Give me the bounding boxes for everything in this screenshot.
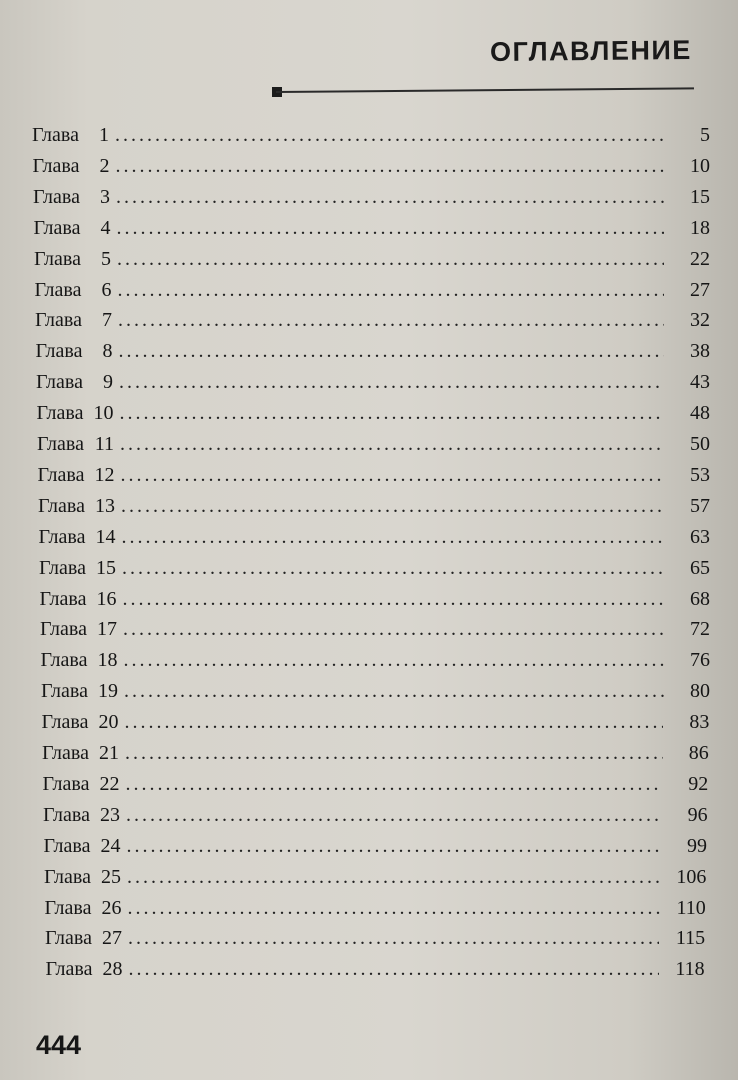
toc-leader-dots <box>118 340 664 363</box>
toc-leader-dots <box>128 958 658 981</box>
toc-chapter-word: Глава <box>44 896 92 919</box>
toc-page-ref: 118 <box>675 958 705 981</box>
toc-chapter-label <box>45 897 122 920</box>
toc-chapter-number: 8 <box>102 340 113 363</box>
toc-page-ref: 63 <box>690 525 710 548</box>
toc-leader-dots <box>123 618 664 641</box>
toc-row <box>40 618 710 648</box>
toc-row <box>41 680 710 710</box>
toc-chapter-word: Глава <box>41 711 89 734</box>
toc-leader-dots <box>125 773 662 796</box>
toc-row <box>36 340 711 370</box>
toc-chapter-number: 10 <box>93 402 114 425</box>
toc-page-ref: 38 <box>690 340 710 363</box>
toc-row <box>32 124 710 154</box>
toc-chapter-word: Глава <box>43 834 91 857</box>
toc-row <box>37 433 710 463</box>
toc-row <box>43 773 709 803</box>
toc-page-ref: 110 <box>676 896 706 919</box>
toc-leader-dots <box>127 897 659 920</box>
toc-chapter-number: 26 <box>101 896 122 919</box>
toc-page-ref: 43 <box>690 371 710 394</box>
toc-page-ref: 22 <box>690 247 710 270</box>
toc-leader-dots <box>119 371 664 394</box>
toc-page-ref: 32 <box>690 309 710 332</box>
toc-row <box>39 526 711 556</box>
toc-leader-dots <box>116 217 664 240</box>
toc-chapter-number: 25 <box>100 865 121 888</box>
toc-chapter-word: Глава <box>32 154 80 177</box>
toc-chapter-number: 19 <box>97 680 118 703</box>
toc-leader-dots <box>125 742 663 765</box>
toc-chapter-label <box>40 618 117 641</box>
toc-page-ref: 72 <box>690 618 710 641</box>
toc-chapter-number: 7 <box>101 309 112 332</box>
toc-chapter-word: Глава <box>43 803 90 826</box>
toc-chapter-label <box>44 835 121 858</box>
toc-chapter-number: 5 <box>100 247 111 270</box>
toc-chapter-label <box>43 773 120 796</box>
toc-page-ref: 48 <box>690 402 710 425</box>
toc-chapter-label <box>39 526 116 549</box>
toc-chapter-word: Глава <box>32 124 79 146</box>
toc-leader-dots <box>124 680 664 703</box>
toc-chapter-label <box>32 124 109 147</box>
toc-page-ref: 92 <box>688 772 709 795</box>
toc-chapter-label <box>38 464 115 487</box>
toc-chapter-word: Глава <box>45 927 92 950</box>
toc-row <box>33 155 711 185</box>
toc-chapter-label <box>39 557 116 580</box>
toc-leader-dots <box>127 866 660 889</box>
toc-chapter-word: Глава <box>33 216 81 239</box>
toc-chapter-label <box>42 742 119 765</box>
toc-leader-dots <box>115 124 664 147</box>
toc-leader-dots <box>121 526 664 549</box>
toc-leader-dots <box>122 588 664 611</box>
toc-chapter-word: Глава <box>38 525 86 548</box>
toc-leader-dots <box>118 309 664 332</box>
toc-chapter-label <box>40 588 117 611</box>
toc-leader-dots <box>119 402 664 425</box>
toc-chapter-label <box>34 248 111 271</box>
toc-leader-dots <box>115 155 664 178</box>
toc-leader-dots <box>126 804 662 827</box>
toc-chapter-word: Глава <box>35 340 83 363</box>
toc-row <box>34 248 710 278</box>
toc-chapter-label <box>33 186 110 209</box>
toc-chapter-number: 20 <box>98 711 119 734</box>
toc-chapter-word: Глава <box>36 402 84 425</box>
toc-chapter-number: 1 <box>98 124 109 146</box>
toc-leader-dots <box>126 835 661 858</box>
toc-row <box>45 897 706 927</box>
toc-chapter-label <box>41 680 118 703</box>
toc-chapter-number: 22 <box>99 772 120 795</box>
toc-page-ref: 5 <box>700 124 710 146</box>
toc-chapter-label <box>44 866 121 889</box>
toc-chapter-word: Глава <box>36 371 83 394</box>
toc-leader-dots <box>122 557 664 580</box>
toc-chapter-number: 15 <box>95 556 116 579</box>
toc-page-ref: 15 <box>690 185 710 208</box>
toc-chapter-number: 27 <box>101 927 122 950</box>
toc-chapter-number: 17 <box>96 618 117 641</box>
toc-leader-dots <box>117 248 664 271</box>
toc-row <box>42 742 709 772</box>
toc-chapter-label <box>37 433 114 456</box>
toc-row <box>41 649 711 679</box>
toc-chapter-word: Глава <box>37 463 85 486</box>
toc-chapter-word: Глава <box>37 433 84 455</box>
toc-chapter-label <box>46 958 123 981</box>
toc-row <box>46 958 705 988</box>
toc-chapter-label <box>35 279 112 302</box>
toc-chapter-word: Глава <box>34 247 81 270</box>
toc-chapter-number: 24 <box>100 834 121 857</box>
toc-chapter-label <box>34 217 111 240</box>
toc-page-ref: 18 <box>690 216 710 239</box>
toc-chapter-word: Глава <box>44 865 91 888</box>
toc-row <box>38 464 711 494</box>
toc-chapter-word: Глава <box>39 587 87 610</box>
toc-chapter-word: Глава <box>35 309 82 332</box>
toc-chapter-label <box>43 804 120 827</box>
toc-row <box>44 866 706 896</box>
toc-chapter-number: 23 <box>99 803 120 826</box>
toc-row <box>34 217 711 247</box>
toc-page-ref: 10 <box>690 154 710 177</box>
toc-row <box>35 279 711 309</box>
toc-chapter-word: Глава <box>41 680 88 703</box>
toc-leader-dots <box>128 927 659 950</box>
toc-chapter-label <box>41 649 118 672</box>
toc-page-ref: 57 <box>690 494 710 517</box>
toc-chapter-label <box>35 309 112 332</box>
toc-chapter-word: Глава <box>42 742 89 764</box>
toc-row <box>38 495 710 525</box>
page-title: ОГЛАВЛЕНИЕ <box>490 34 693 68</box>
title-rule <box>276 87 694 93</box>
toc-page-ref: 96 <box>687 803 708 826</box>
toc-page-ref: 53 <box>690 463 710 486</box>
toc-row <box>36 371 710 401</box>
toc-page-ref: 68 <box>690 587 710 610</box>
toc-chapter-number: 16 <box>96 587 117 610</box>
toc-page-ref: 86 <box>688 742 709 764</box>
toc-leader-dots <box>116 186 664 209</box>
toc-chapter-label <box>36 340 113 363</box>
toc-chapter-number: 11 <box>94 433 114 455</box>
toc-row <box>40 588 711 618</box>
toc-chapter-label <box>33 155 110 178</box>
toc-chapter-word: Глава <box>42 772 90 795</box>
toc-leader-dots <box>120 433 664 456</box>
toc-page-ref: 76 <box>690 649 710 672</box>
toc-chapter-number: 6 <box>101 278 112 301</box>
toc-chapter-label <box>37 402 114 425</box>
toc-row <box>45 927 705 957</box>
toc-page-ref: 106 <box>676 865 707 888</box>
toc-row <box>43 804 708 834</box>
toc-page-ref: 99 <box>687 834 707 857</box>
toc-leader-dots <box>120 464 664 487</box>
toc-chapter-number: 28 <box>102 958 123 981</box>
toc-chapter-label <box>45 927 122 950</box>
toc-chapter-word: Глава <box>34 278 82 301</box>
toc-chapter-number: 12 <box>94 463 115 486</box>
toc-page-ref: 65 <box>690 556 710 579</box>
toc-chapter-number: 4 <box>100 216 111 239</box>
toc-row <box>42 711 710 741</box>
toc-chapter-number: 13 <box>94 494 115 517</box>
toc-chapter-number: 3 <box>99 185 110 208</box>
toc-chapter-number: 21 <box>98 742 119 764</box>
page-number: 444 <box>36 1030 82 1060</box>
toc-chapter-word: Глава <box>45 958 93 981</box>
toc-page-ref: 80 <box>690 680 710 703</box>
toc-row <box>39 557 710 587</box>
toc-row <box>44 835 708 865</box>
toc-chapter-label <box>36 371 113 394</box>
toc-chapter-word: Глава <box>39 556 86 579</box>
toc-leader-dots <box>124 711 663 734</box>
toc-leader-dots <box>123 649 664 672</box>
toc-chapter-word: Глава <box>38 494 85 517</box>
toc-leader-dots <box>117 279 664 302</box>
toc-leader-dots <box>121 495 664 518</box>
toc-page-ref: 27 <box>690 278 710 301</box>
toc-row <box>35 309 710 339</box>
toc-chapter-label <box>42 711 119 734</box>
toc-chapter-word: Глава <box>40 618 87 641</box>
toc-chapter-number: 9 <box>102 371 113 394</box>
toc-row <box>37 402 711 432</box>
toc-chapter-word: Глава <box>33 185 80 208</box>
toc-chapter-label <box>38 495 115 518</box>
toc-page-ref: 115 <box>675 927 706 950</box>
toc-chapter-number: 14 <box>95 525 116 548</box>
toc-page-ref: 50 <box>690 433 710 455</box>
toc-row <box>33 186 710 216</box>
toc-page-ref: 83 <box>689 711 710 734</box>
toc-chapter-number: 2 <box>99 154 110 177</box>
toc-chapter-word: Глава <box>40 649 88 672</box>
toc-chapter-number: 18 <box>97 649 118 672</box>
